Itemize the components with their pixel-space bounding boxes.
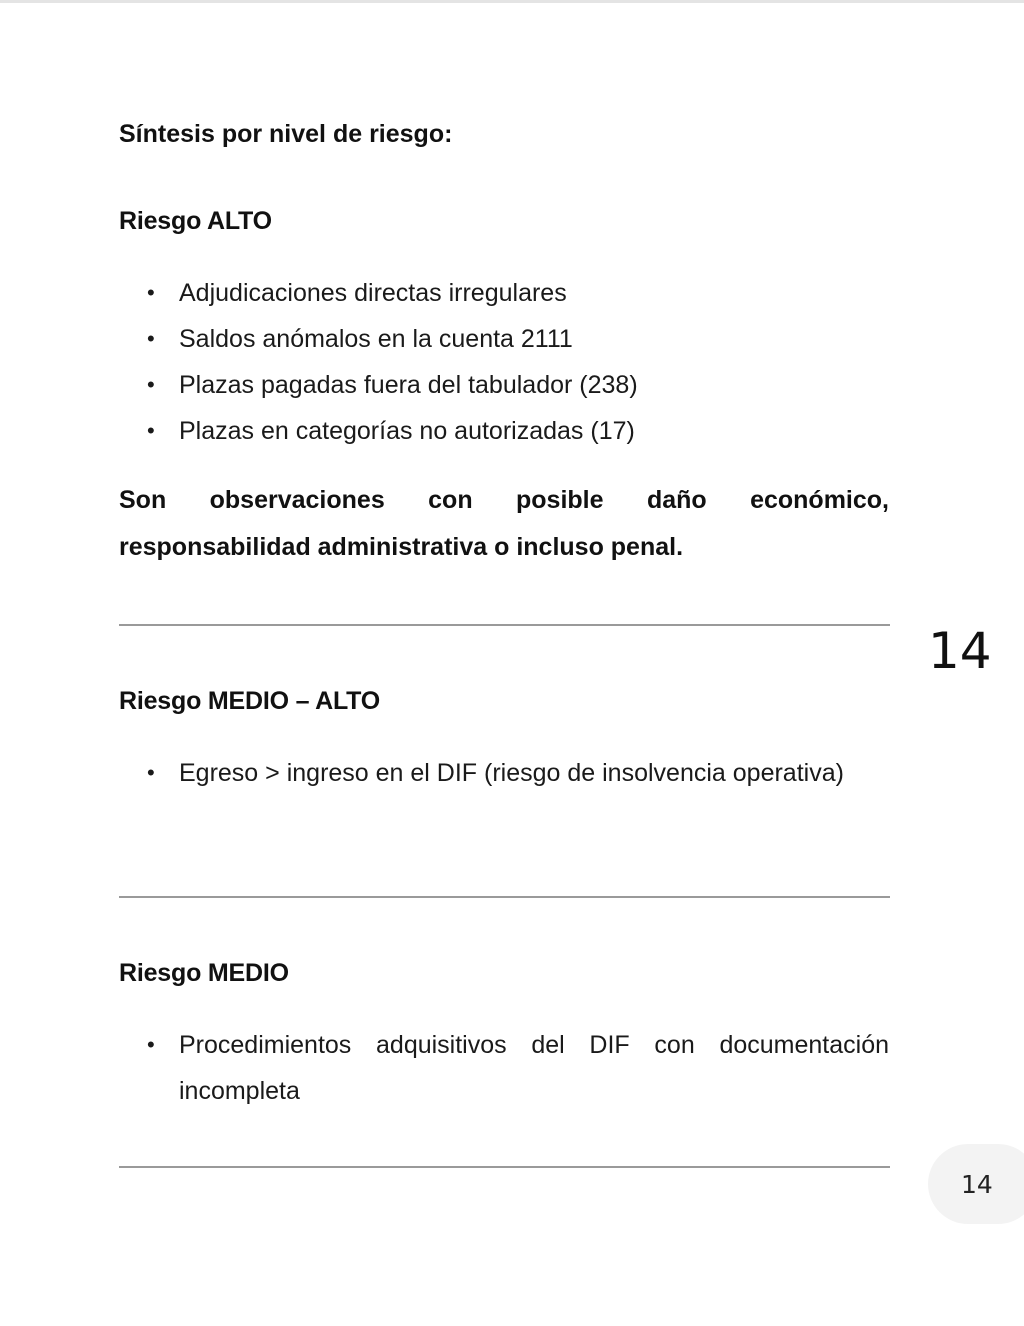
page-indicator-label: 14: [961, 1170, 993, 1199]
section-divider: [119, 1166, 890, 1168]
list-item: • Plazas en categorías no autorizadas (17): [119, 408, 889, 454]
list-item: • Saldos anómalos en la cuenta 2111: [119, 316, 889, 362]
medio-list: [119, 1022, 889, 1114]
alto-list: [119, 270, 889, 454]
bullet-icon: •: [147, 760, 155, 785]
bullet-icon: •: [147, 372, 155, 397]
alto-note: Son observaciones con posible daño económico, responsabilidad administrativa o incluso penal.: [119, 486, 889, 561]
bullet-icon: •: [147, 280, 155, 305]
bullet-icon: •: [147, 418, 155, 443]
list-item: • Egreso > ingreso en el DIF (riesgo de insolvencia operativa): [119, 750, 889, 796]
section-heading-alto: Riesgo ALTO: [119, 207, 272, 235]
section-divider: [119, 896, 890, 898]
page-title: Síntesis por nivel de riesgo:: [119, 120, 453, 148]
bullet-icon: •: [147, 326, 155, 351]
section-divider: [119, 624, 890, 626]
section-heading-medio: Riesgo MEDIO: [119, 959, 289, 987]
bullet-icon: •: [147, 1032, 155, 1057]
page-indicator-badge[interactable]: [928, 1144, 1024, 1224]
medio-alto-list: [119, 750, 889, 796]
section-heading-medio-alto: Riesgo MEDIO – ALTO: [119, 687, 381, 715]
list-item: • Procedimientos adquisitivos del DIF con documentación incompleta: [119, 1022, 889, 1114]
top-border: [0, 0, 1024, 3]
list-item: • Adjudicaciones directas irregulares: [119, 270, 889, 316]
page-number: 14: [928, 622, 992, 680]
list-item: • Plazas pagadas fuera del tabulador (238): [119, 362, 889, 408]
